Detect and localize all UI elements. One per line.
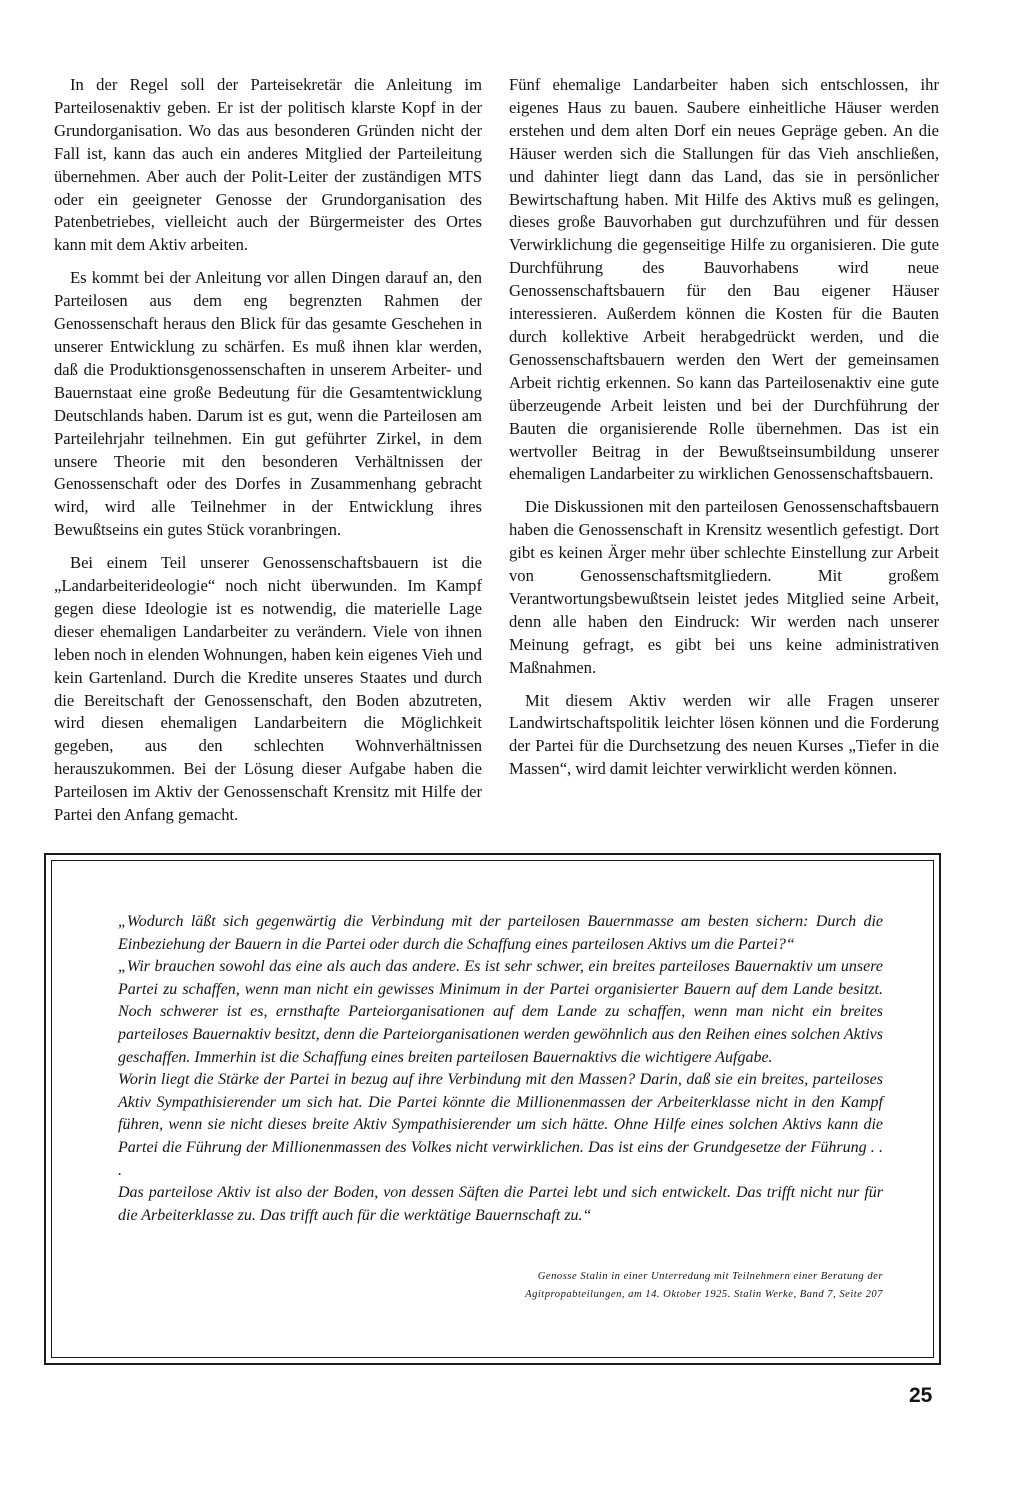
right-column	[509, 74, 939, 791]
page-number: 25	[909, 1384, 933, 1407]
quote-paragraph: „Wir brauchen sowohl das eine als auch das andere. Es ist sehr schwer, ein breites parteiloses Bauernaktiv um unsere Partei zu schaffen, wenn man nicht ein gewisses Minimum in der Partei organisierter Bauern auf dem Lande besitzt. Noch schwerer ist es, ernsthafte Parteiorganisationen auf dem Lande zu schaffen, wenn man nicht ein breites parteiloses Bauernaktiv besitzt, denn die Parteiorganisationen werden gewöhnlich aus den Reihen eines solchen Aktivs geschaffen. Immerhin ist die Schaffung eines breiten parteilosen Bauernaktivs die wichtigere Aufgabe.	[118, 958, 883, 1066]
quote-paragraph: Das parteilose Aktiv ist also der Boden, von dessen Säften die Partei lebt und sich entwickelt. Das trifft nicht nur für die Arbeiterklasse zu. Das trifft auch für die werktätige Bauernschaft zu.“	[118, 1184, 883, 1224]
paragraph: Es kommt bei der Anleitung vor allen Dingen darauf an, den Parteilosen aus dem eng begrenzten Rahmen der Genossenschaft heraus den Blick für das gesamte Geschehen in unserer Entwicklung zu schärfen. Es muß ihnen klar werden, daß die Produktionsgenossenschaften in unserem Arbeiter- und Bauernstaat eine große Bedeutung für die Gesamtentwicklung Deutschlands haben. Darum ist es gut, wenn die Parteilosen am Parteilehrjahr teilnehmen. Ein gut geführter Zirkel, in dem unsere Theorie mit den besonderen Verhältnissen der Genossenschaft oder des Dorfes in Zusammenhang gebracht wird, wird alle Teilnehmer in der Entwicklung ihres Bewußtseins ein gutes Stück voranbringen.	[54, 268, 482, 540]
quote-source-line: Agitpropabteilungen, am 14. Oktober 1925. Stalin Werke, Band 7, Seite 207	[525, 1289, 883, 1300]
paragraph: Fünf ehemalige Landarbeiter haben sich entschlossen, ihr eigenes Haus zu bauen. Saubere einheitliche Häuser werden erstehen und dem alten Dorf ein neues Gepräge geben. An die Häuser werden sich die Stallungen für das Vieh anschließen, und dahinter liegt dann das Land, das sie in persönlicher Bewirtschaftung haben. Mit Hilfe des Aktivs muß es gelingen, dieses große Bauvorhaben gut durchzuführen und für dessen Verwirklichung die gegenseitige Hilfe zu organisieren. Die gute Durchführung des Bauvorhabens wird neue Genossenschaftsbauern für den Bau eigener Häuser interessieren. Außerdem können die Kosten für die Bauten durch kollektive Arbeit herabgedrückt werden, und die Genossenschaftsbauern werden den Wert der gemeinsamen Arbeit richtig erkennen. So kann das Parteilosenaktiv eine gute überzeugende Arbeit leisten und bei der Durchführung der Bauten die organisierende Rolle übernehmen. Das ist ein wertvoller Beitrag in der Bewußtseinsumbildung unserer ehemaligen Landarbeiter zu wirklichen Genossenschaftsbauern.	[509, 75, 939, 484]
quote-source	[392, 1268, 883, 1304]
paragraph: Die Diskussionen mit den parteilosen Genossenschaftsbauern haben die Genossenschaft in Krensitz wesentlich gefestigt. Dort gibt es keinen Ärger mehr über schlechte Einstellung zur Arbeit von Genossenschaftsmitgliedern. Mit großem Verantwortungsbewußtsein leistet jedes Mitglied seine Arbeit, denn alle haben den Eindruck: Wir werden nach unserer Meinung gefragt, es gibt bei uns keine administrativen Maßnahmen.	[509, 497, 939, 677]
paragraph: Mit diesem Aktiv werden wir alle Fragen unserer Landwirtschaftspolitik leichter lösen können und die Forderung der Partei für die Durchsetzung des neuen Kurses „Tiefer in die Massen“, wird damit leichter verwirklicht werden können.	[509, 690, 939, 779]
quote-paragraph: Worin liegt die Stärke der Partei in bezug auf ihre Verbindung mit den Massen? Darin, daß sie ein breites, parteiloses Aktiv Sympathisierender um sich hat. Die Partei könnte die Millionenmassen der Arbeiterklasse nicht in den Kampf führen, wenn sie nicht dieses breite Aktiv Sympathisierender um sich hätte. Ohne Hilfe eines solchen Aktivs kann die Partei die Führung der Millionenmassen des Volkes nicht verwirklichen. Das ist eins der Grundgesetze der Führung . . .	[118, 1071, 883, 1179]
paragraph: Bei einem Teil unserer Genossenschaftsbauern ist die „Landarbeiterideologie“ noch nicht überwunden. Im Kampf gegen diese Ideologie ist es notwendig, die materielle Lage dieser ehemaligen Landarbeiter zu verändern. Viele von ihnen leben noch in elenden Wohnungen, haben kein eigenes Vieh und kein Gartenland. Durch die Kredite unseres Staates und durch die Bereitschaft der Genossenschaft, den Boden abzutreten, wird diesen ehemaligen Landarbeitern die Möglichkeit gegeben, aus den schlechten Wohnverhältnissen herauszukommen. Bei der Lösung dieser Aufgabe haben die Parteilosen im Aktiv der Genossenschaft Krensitz mit Hilfe der Partei den Anfang gemacht.	[54, 553, 482, 825]
quote-paragraph: „Wodurch läßt sich gegenwärtig die Verbindung mit der parteilosen Bauernmasse am besten sichern: Durch die Einbeziehung der Bauern in die Partei oder durch die Schaffung eines parteilosen Aktivs um die Partei?“	[118, 913, 883, 953]
quote-text	[118, 911, 883, 1227]
paragraph: In der Regel soll der Parteisekretär die Anleitung im Parteilosenaktiv geben. Er ist der politisch klarste Kopf in der Grundorganisation. Wo das aus besonderen Gründen nicht der Fall ist, kann das auch ein anderes Mitglied der Parteileitung übernehmen. Aber auch der Polit-Leiter der zuständigen MTS oder ein geeigneter Genosse der Grundorganisation des Patenbetriebes, vielleicht auch der Bürgermeister des Ortes kann mit dem Aktiv arbeiten.	[54, 75, 482, 255]
quote-source-line: Genosse Stalin in einer Unterredung mit Teilnehmern einer Beratung der	[537, 1271, 883, 1282]
left-column	[54, 74, 482, 837]
quote-inner-frame	[51, 860, 934, 1358]
quote-box	[44, 853, 941, 1365]
